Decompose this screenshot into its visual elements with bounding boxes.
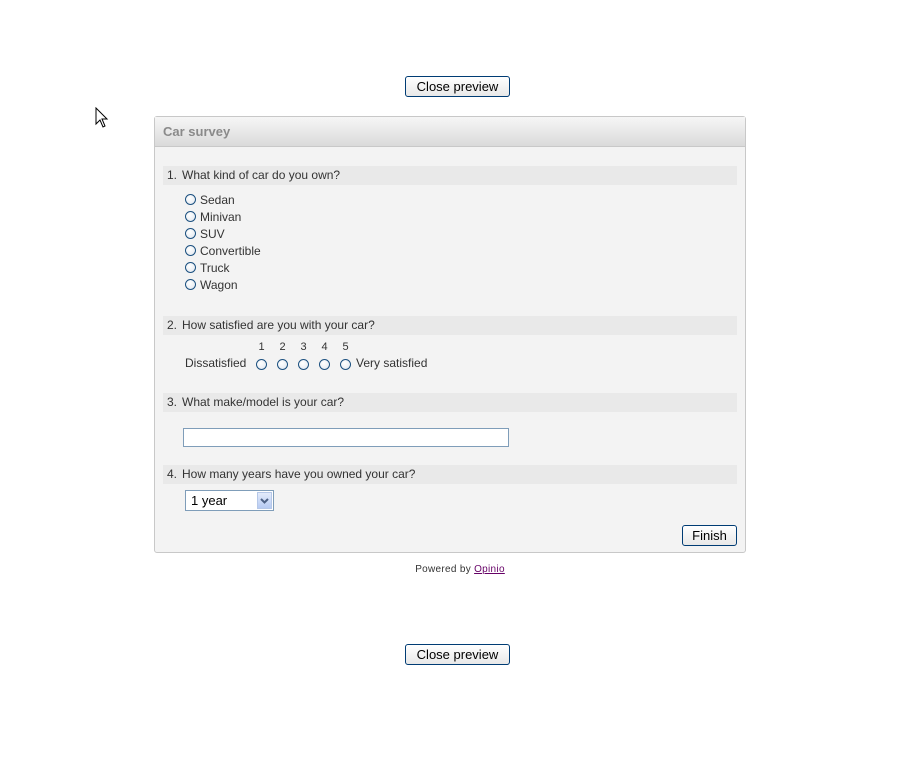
radio-sedan[interactable] <box>185 194 196 205</box>
option-label-wagon: Wagon <box>200 278 238 292</box>
question-text: What kind of car do you own? <box>182 168 341 182</box>
question-number: 2. <box>167 318 178 332</box>
make-model-input[interactable] <box>183 428 509 447</box>
opinio-link[interactable]: Opinio <box>474 564 505 575</box>
option-label-truck: Truck <box>200 261 230 275</box>
radio-satisfaction-2[interactable] <box>277 359 288 370</box>
survey-title: Car survey <box>155 117 745 147</box>
question-number: 4. <box>167 467 178 481</box>
scale-low-label: Dissatisfied <box>185 356 247 370</box>
chevron-down-icon[interactable] <box>257 492 272 509</box>
survey-panel <box>154 116 746 553</box>
option-label-convertible: Convertible <box>200 244 261 258</box>
option-label-sedan: Sedan <box>200 193 235 207</box>
scale-label-4: 4 <box>321 341 328 353</box>
close-preview-button-bottom[interactable]: Close preview <box>405 644 510 665</box>
question-4-header <box>163 465 737 484</box>
option-label-suv: SUV <box>200 227 225 241</box>
finish-button[interactable]: Finish <box>682 525 737 546</box>
powered-by <box>0 564 900 575</box>
close-preview-button-top[interactable]: Close preview <box>405 76 510 97</box>
radio-convertible[interactable] <box>185 245 196 256</box>
radio-satisfaction-3[interactable] <box>298 359 309 370</box>
scale-label-3: 3 <box>300 341 307 353</box>
select-value: 1 year <box>191 493 228 508</box>
question-1-header <box>163 166 737 185</box>
radio-suv[interactable] <box>185 228 196 239</box>
radio-minivan[interactable] <box>185 211 196 222</box>
mouse-pointer-icon <box>95 107 109 134</box>
years-owned-select[interactable] <box>185 490 274 511</box>
radio-truck[interactable] <box>185 262 196 273</box>
radio-wagon[interactable] <box>185 279 196 290</box>
question-2-header <box>163 316 737 335</box>
question-3-header <box>163 393 737 412</box>
radio-satisfaction-5[interactable] <box>340 359 351 370</box>
powered-by-text: Powered by <box>415 564 471 575</box>
scale-high-label: Very satisfied <box>356 356 428 370</box>
scale-label-2: 2 <box>279 341 286 353</box>
scale-label-1: 1 <box>258 341 265 353</box>
scale-label-5: 5 <box>342 341 349 353</box>
radio-satisfaction-1[interactable] <box>256 359 267 370</box>
question-text: What make/model is your car? <box>182 395 345 409</box>
question-number: 1. <box>167 168 178 182</box>
question-text: How satisfied are you with your car? <box>182 318 375 332</box>
radio-satisfaction-4[interactable] <box>319 359 330 370</box>
question-text: How many years have you owned your car? <box>182 467 416 481</box>
option-label-minivan: Minivan <box>200 210 242 224</box>
question-number: 3. <box>167 395 178 409</box>
